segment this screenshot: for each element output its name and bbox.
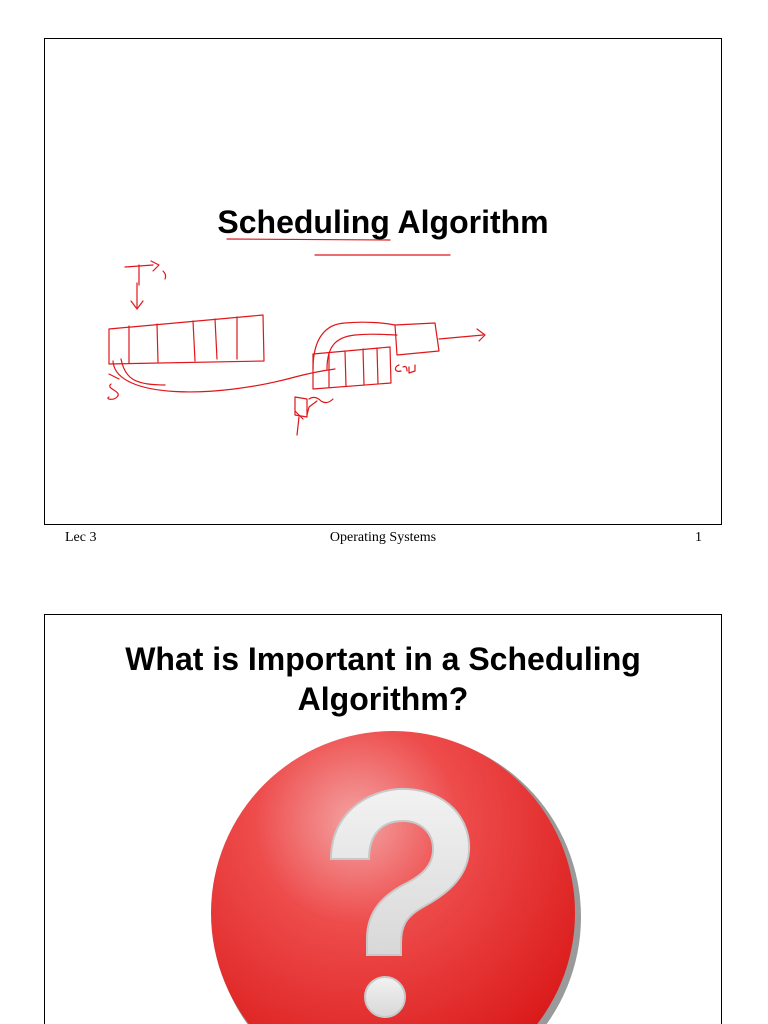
slide-2 [44, 614, 722, 1024]
handwritten-scheduling-sketch [45, 39, 723, 524]
slide-2-title [45, 639, 721, 719]
slide-2-title-line-1: What is Important in a Scheduling [125, 641, 641, 677]
slide-footer [44, 530, 722, 550]
slide-1 [44, 38, 722, 525]
slide-1-title: Scheduling Algorithm [217, 204, 549, 240]
slide-2-title-line-2: Algorithm? [297, 681, 469, 717]
footer-page-number: 1 [695, 530, 702, 545]
footer-course: Operating Systems [329, 530, 437, 545]
footer-lecture: Lec 3 [65, 530, 97, 545]
question-mark-icon [209, 729, 581, 1024]
